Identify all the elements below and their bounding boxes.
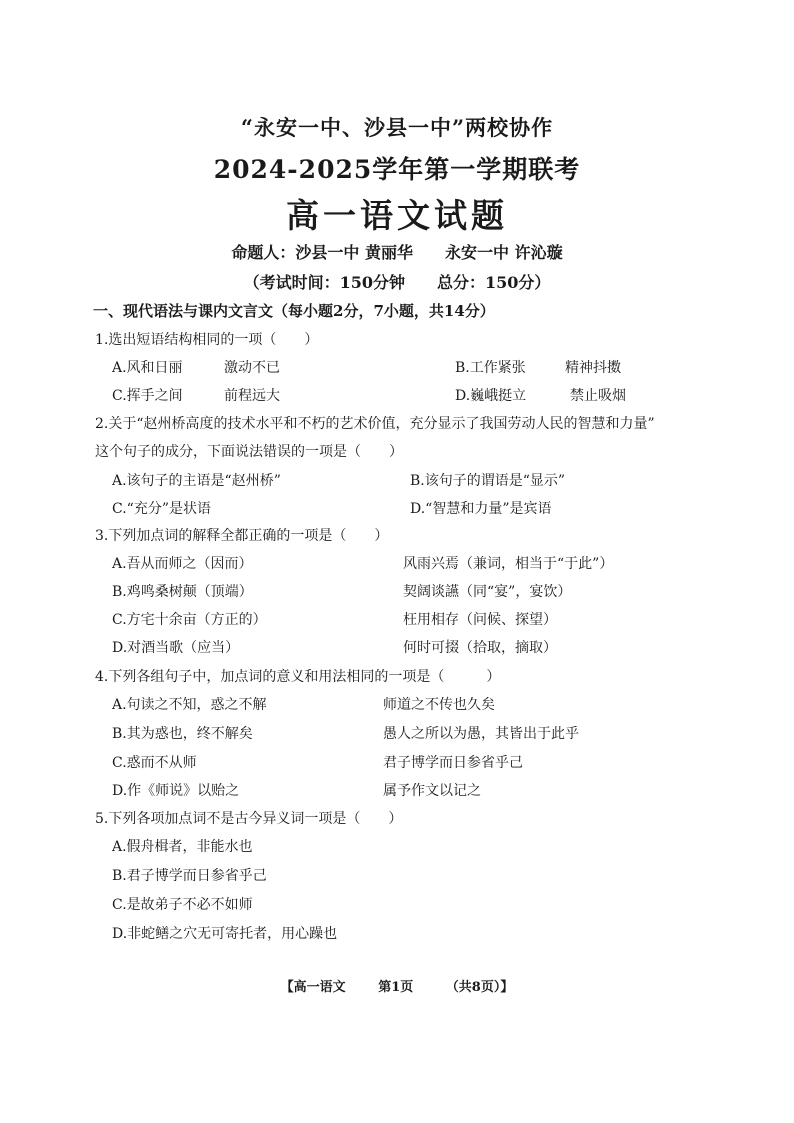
q5-option-b: B.君子博学而日参省乎己 <box>112 868 267 884</box>
q1-option-b: B.工作紧张 <box>455 360 526 376</box>
q3-stem: 3.下列加点词的解释全都正确的一项是（ ） <box>95 528 389 544</box>
q2-option-a: A.该句子的主语是“赵州桥” <box>112 473 281 489</box>
q1-option-a: A.风和日丽 <box>112 360 183 376</box>
q4-option-c: C.惑而不从师 <box>112 755 197 771</box>
q3-option-d-second: 何时可掇（拾取，摘取） <box>403 640 557 656</box>
q4-option-d: D.作《师说》以贻之 <box>112 783 240 799</box>
q3-option-c: C.方宅十余亩（方正的） <box>112 612 267 628</box>
q4-stem: 4.下列各组句子中，加点词的意义和用法相同的一项是（ ） <box>95 669 501 685</box>
q4-option-a-second: 师道之不传也久矣 <box>383 697 495 713</box>
q4-option-b: B.其为惑也，终不解矣 <box>112 726 253 742</box>
footer-page-total: （共8页）】 <box>445 980 514 995</box>
q2-option-b: B.该句子的谓语是“显示” <box>410 473 566 489</box>
q3-option-b-second: 契阔谈讌（同“宴”，宴饮） <box>403 584 572 600</box>
q5-option-c: C.是故弟子不必不如师 <box>112 897 253 913</box>
q1-option-c-second: 前程远大 <box>224 388 280 404</box>
authors-line: 命题人：沙县一中 黄丽华 永安一中 许沁璇 <box>231 243 563 262</box>
q1-option-c: C.挥手之间 <box>112 388 183 404</box>
term-title: 2024-2025学年第一学期联考 <box>213 155 581 184</box>
q1-option-d: D.巍峨挺立 <box>455 388 527 404</box>
q3-option-c-second: 枉用相存（问候、探望） <box>403 612 557 628</box>
q1-option-b-second: 精神抖擞 <box>565 360 621 376</box>
q3-option-d: D.对酒当歌（应当） <box>112 640 240 656</box>
collab-title: “永安一中、沙县一中”两校协作 <box>240 115 554 140</box>
q2-option-d: D.“智慧和力量”是宾语 <box>410 501 552 517</box>
page-title: 高一语文试题 <box>286 196 508 235</box>
q4-option-c-second: 君子博学而日参省乎己 <box>383 755 523 771</box>
page-footer <box>0 976 794 995</box>
q5-stem: 5.下列各项加点词不是古今异义词一项是（ ） <box>95 811 403 827</box>
q4-option-d-second: 属予作文以记之 <box>383 783 481 799</box>
q4-option-a: A.句读之不知，惑之不解 <box>112 697 267 713</box>
exam-info-line: （考试时间：150分钟 总分：150分） <box>243 273 551 292</box>
footer-subject: 【高一语文 <box>280 980 346 995</box>
q3-option-a: A.吾从而师之（因而） <box>112 556 253 572</box>
q2-stem: 2.关于“赵州桥高度的技术水平和不朽的艺术价值，充分显示了我国劳动人民的智慧和力量” <box>95 416 655 432</box>
q2-option-c: C.“充分”是状语 <box>112 501 211 517</box>
q1-stem: 1.选出短语结构相同的一项（ ） <box>95 332 319 348</box>
section-title: 一、现代语法与课内文言文（每小题2分，7小题，共14分） <box>93 302 495 320</box>
q3-option-a-second: 风雨兴焉（兼词，相当于“于此”） <box>403 556 614 572</box>
q5-option-d: D.非蛇鳝之穴无可寄托者，用心躁也 <box>112 926 338 942</box>
q3-option-b: B.鸡鸣桑树颠（顶端） <box>112 584 253 600</box>
q1-option-a-second: 激动不已 <box>224 360 280 376</box>
q2-stem-continued: 这个句子的成分，下面说法错误的一项是（ ） <box>95 444 403 460</box>
q1-option-d-second: 禁止吸烟 <box>570 388 626 404</box>
q5-option-a: A.假舟楫者，非能水也 <box>112 839 253 855</box>
footer-page-number: 第1页 <box>378 980 414 995</box>
q4-option-b-second: 愚人之所以为愚，其皆出于此乎 <box>383 726 579 742</box>
